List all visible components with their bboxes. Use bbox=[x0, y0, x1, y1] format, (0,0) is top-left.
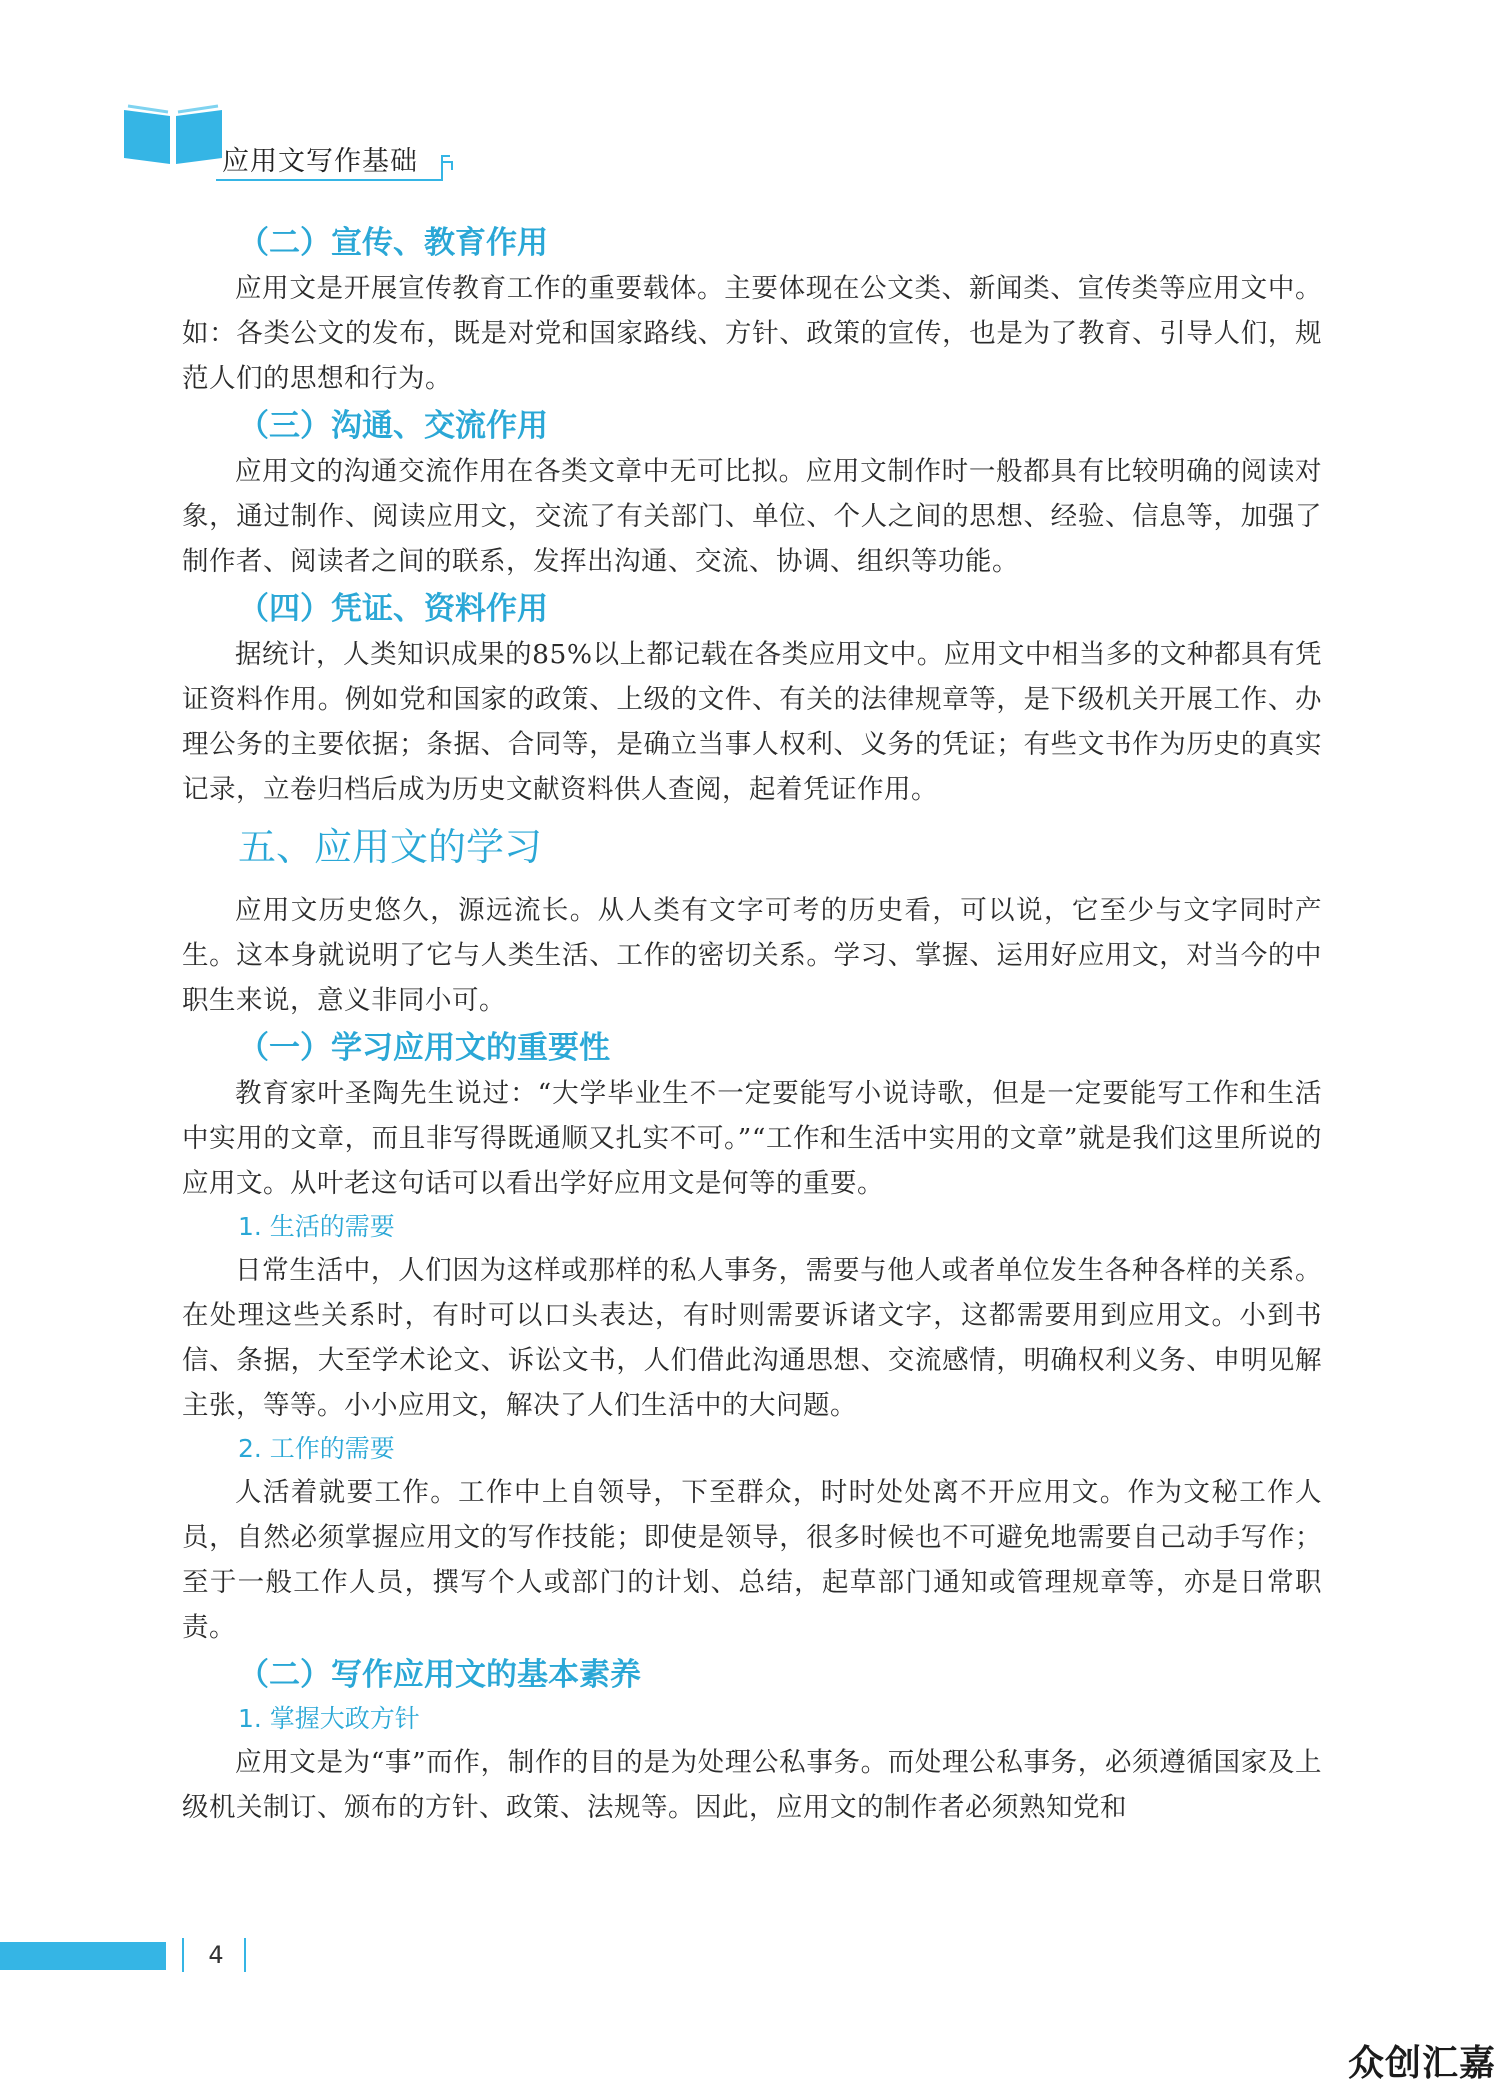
section-heading: （二）写作应用文的基本素养 bbox=[238, 1657, 641, 1693]
footer-divider bbox=[244, 1938, 246, 1972]
section-heading: （四）凭证、资料作用 bbox=[238, 591, 548, 627]
running-header-title: 应用文写作基础 bbox=[222, 146, 418, 177]
section-heading: （一）学习应用文的重要性 bbox=[238, 1030, 610, 1066]
subsection-heading: 1. 生活的需要 bbox=[238, 1212, 395, 1241]
paragraph: 应用文是开展宣传教育工作的重要载体。主要体现在公文类、新闻类、宣传类等应用文中。如：各类公文的发布，既是对党和国家路线、方针、政策的宣传，也是为了教育、引导人们，规范人们的思想和行为。 bbox=[182, 273, 1322, 394]
section-heading: （二）宣传、教育作用 bbox=[238, 225, 548, 261]
page-number: 4 bbox=[208, 1941, 224, 1969]
chapter-heading: 五、应用文的学习 bbox=[238, 825, 543, 869]
running-header bbox=[118, 100, 458, 182]
section-heading: （三）沟通、交流作用 bbox=[238, 408, 548, 444]
paragraph: 据统计，人类知识成果的85%以上都记载在各类应用文中。应用文中相当多的文种都具有凭证资料作用。例如党和国家的政策、上级的文件、有关的法律规章等，是下级机关开展工作、办理公务的主要依据；条据、合同等，是确立当事人权利、义务的凭证；有些文书作为历史的真实记录，立卷归档后成为历史文献资料供人查阅，起着凭证作用。 bbox=[182, 639, 1322, 805]
page-body bbox=[182, 218, 1322, 1830]
paragraph: 人活着就要工作。工作中上自领导，下至群众，时时处处离不开应用文。作为文秘工作人员，自然必须掌握应用文的写作技能；即使是领导，很多时候也不可避免地需要自己动手写作；至于一般工作人员，撰写个人或部门的计划、总结，起草部门通知或管理规章等，亦是日常职责。 bbox=[182, 1477, 1322, 1643]
footer-divider bbox=[182, 1938, 184, 1972]
paragraph: 应用文历史悠久，源远流长。从人类有文字可考的历史看，可以说，它至少与文字同时产生。这本身就说明了它与人类生活、工作的密切关系。学习、掌握、运用好应用文，对当今的中职生来说，意义非同小可。 bbox=[182, 895, 1322, 1016]
watermark: 众创汇嘉 bbox=[1347, 2043, 1496, 2084]
subsection-heading: 2. 工作的需要 bbox=[238, 1434, 395, 1463]
paragraph: 应用文是为“事”而作，制作的目的是为处理公私事务。而处理公私事务，必须遵循国家及上级机关制订、颁布的方针、政策、法规等。因此，应用文的制作者必须熟知党和 bbox=[182, 1747, 1322, 1823]
subsection-heading: 1. 掌握大政方针 bbox=[238, 1704, 420, 1733]
footer-accent-bar bbox=[0, 1942, 166, 1970]
paragraph: 应用文的沟通交流作用在各类文章中无可比拟。应用文制作时一般都具有比较明确的阅读对象，通过制作、阅读应用文，交流了有关部门、单位、个人之间的思想、经验、信息等，加强了制作者、阅读者之间的联系，发挥出沟通、交流、协调、组织等功能。 bbox=[182, 456, 1322, 577]
paragraph: 日常生活中，人们因为这样或那样的私人事务，需要与他人或者单位发生各种各样的关系。在处理这些关系时，有时可以口头表达，有时则需要诉诸文字，这都需要用到应用文。小到书信、条据，大至学术论文、诉讼文书，人们借此沟通思想、交流感情，明确权利义务、申明见解主张，等等。小小应用文，解决了人们生活中的大问题。 bbox=[182, 1255, 1322, 1421]
paragraph: 教育家叶圣陶先生说过：“大学毕业生不一定要能写小说诗歌，但是一定要能写工作和生活中实用的文章，而且非写得既通顺又扎实不可。”“工作和生活中实用的文章”就是我们这里所说的应用文。从叶老这句话可以看出学好应用文是何等的重要。 bbox=[182, 1078, 1322, 1199]
